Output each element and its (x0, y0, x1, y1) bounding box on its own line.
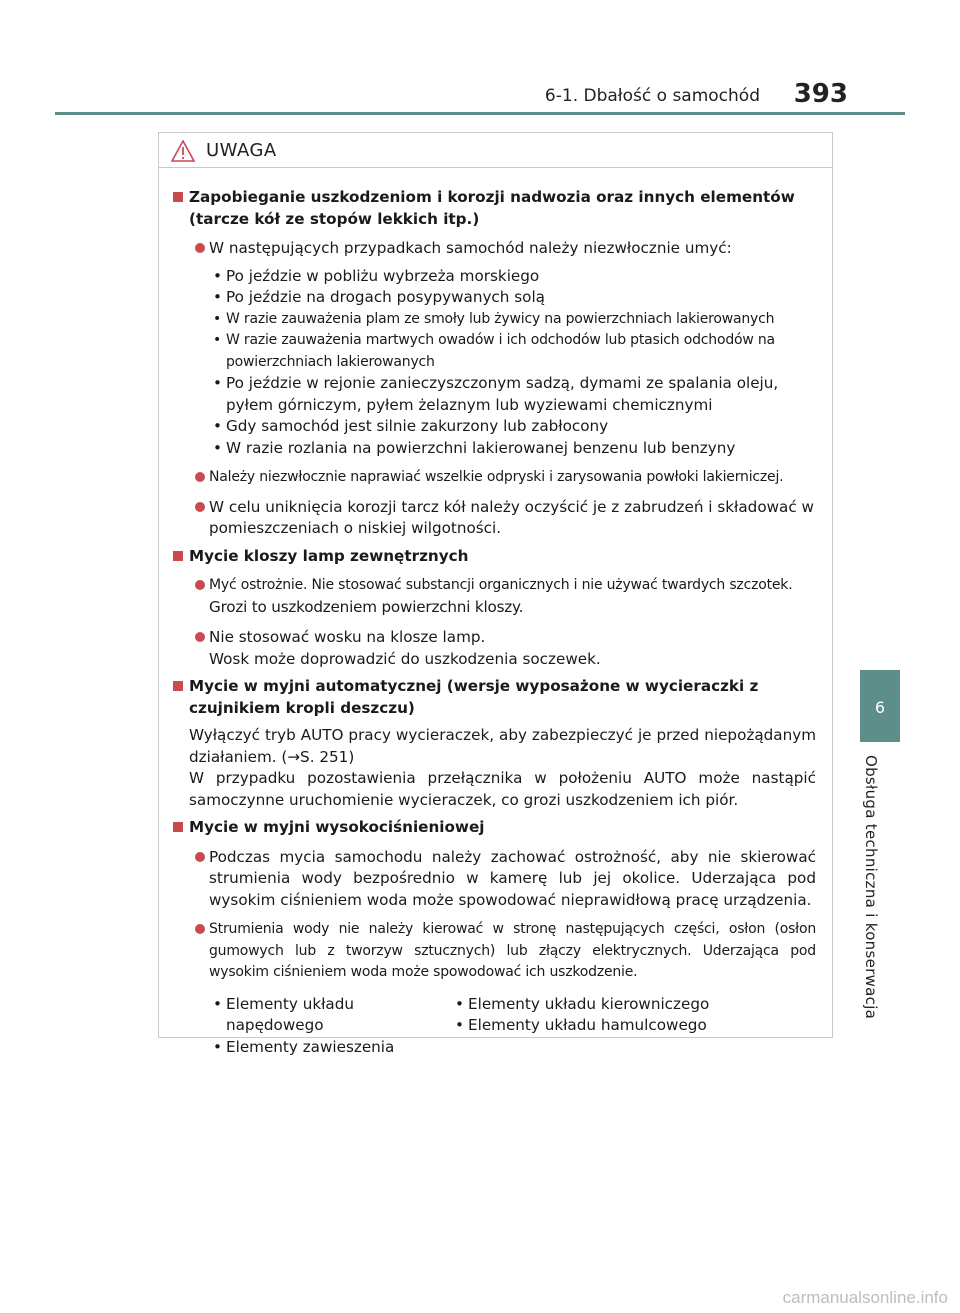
header-divider (55, 112, 905, 115)
section-heading: Mycie kloszy lamp zewnętrznych (173, 546, 816, 568)
section-heading: Mycie w myjni wysokociśnieniowej (173, 817, 816, 839)
bullet-item: Strumienia wody nie należy kierować w stronę następujących części, osłon (osłon gumowych lub z tworzyw sztucznych) lub złączy elektrycznych. Uderzająca pod wysokim ciśnieniem woda może spowodować ich uszkodzenie. (173, 919, 816, 984)
dot-bullet-icon (195, 243, 205, 253)
warning-title: UWAGA (206, 140, 277, 161)
sub-item: • Elementy układu hamulcowego (455, 1016, 707, 1034)
square-bullet-icon (173, 192, 183, 202)
dot-bullet-icon (195, 502, 205, 512)
dot-bullet-icon (195, 632, 205, 642)
section-heading: Mycie w myjni automatycznej (wersje wyposażone w wycieraczki z czujnikiem kropli deszczu) (173, 676, 816, 719)
bullet-item: Należy niezwłocznie naprawiać wszelkie odpryski i zarysowania powłoki lakierniczej. (173, 467, 816, 489)
square-bullet-icon (173, 551, 183, 561)
paragraph: W przypadku pozostawienia przełącznika w położeniu AUTO może nastąpić samoczynne uruchomienie wycieraczek, co grozi uszkodzeniem ich piór. (189, 769, 816, 809)
sub-item: • Po jeździe w pobliżu wybrzeża morskiego (213, 266, 540, 285)
bullet-item: Myć ostrożnie. Nie stosować substancji organicznych i nie używać twardych szczotek. Grozi to uszkodzeniem powierzchni kloszy. (173, 575, 816, 619)
sub-item: • Elementy zawieszenia (213, 1037, 395, 1056)
chapter-tab-number: 6 (874, 698, 886, 717)
parts-column (173, 994, 453, 1059)
page-header (0, 0, 960, 115)
bullet-item: Podczas mycia samochodu należy zachować ostrożność, aby nie skierować strumienia wody bezpośrednio w kamerę lub jej okolice. Uderzająca pod wysokim ciśnieniem woda może spowodować nieprawidłową pracę urządzenia. (173, 847, 816, 912)
section-heading: Zapobieganie uszkodzeniom i korozji nadwozia oraz innych elementów (tarcze kół ze stopów lekkich itp.) (173, 187, 816, 230)
warning-triangle-icon (171, 140, 195, 162)
sub-item: • Po jeździe w rejonie zanieczyszczonym sadzą, dymami ze spalania oleju, pyłem górniczym, pyłem żelaznym lub wyziewami chemicznymi (213, 374, 779, 414)
dot-bullet-icon (195, 580, 205, 590)
warning-content (159, 168, 832, 1058)
warning-header (159, 133, 832, 168)
dot-bullet-icon (195, 852, 205, 862)
parts-list (173, 994, 816, 1059)
sub-item: • Elementy układu napędowego (213, 994, 355, 1034)
watermark: carmanualsonline.info (782, 1288, 948, 1307)
square-bullet-icon (173, 681, 183, 691)
sub-item: • Elementy układu kierowniczego (455, 994, 710, 1013)
square-bullet-icon (173, 822, 183, 832)
parts-column (453, 994, 733, 1059)
paragraph: Wyłączyć tryb AUTO pracy wycieraczek, aby zabezpieczyć je przed niepożądanym działaniem. (→S. 251) (189, 726, 816, 766)
warning-box (158, 132, 833, 1056)
bullet-item: Nie stosować wosku na klosze lamp. Wosk może doprowadzić do uszkodzenia soczewek. (173, 627, 816, 670)
page-number: 393 (793, 79, 848, 109)
sub-item: • W razie zauważenia plam ze smoły lub żywicy na powierzchniach lakierowanych (213, 310, 775, 327)
bullet-item: W celu uniknięcia korozji tarcz kół należy oczyścić je z zabrudzeń i składować w pomieszczeniach o niskiej wilgotności. (173, 497, 816, 540)
dot-bullet-icon (195, 472, 205, 482)
chapter-side-label: Obsługa techniczna i konserwacja (862, 755, 880, 1020)
sub-item: • W razie zauważenia martwych owadów i ich odchodów lub ptasich odchodów na powierzchniach lakierowanych (213, 332, 775, 370)
sub-item: • W razie rozlania na powierzchni lakierowanej benzenu lub benzyny (213, 438, 736, 457)
sub-item: • Po jeździe na drogach posypywanych solą (213, 288, 545, 306)
chapter-title: 6-1. Dbałość o samochód (544, 86, 760, 106)
sub-item: • Gdy samochód jest silnie zakurzony lub zabłocony (213, 417, 609, 435)
chapter-tab (860, 670, 900, 742)
bullet-item: W następujących przypadkach samochód należy niezwłocznie umyć: (173, 238, 816, 260)
dot-bullet-icon (195, 924, 205, 934)
